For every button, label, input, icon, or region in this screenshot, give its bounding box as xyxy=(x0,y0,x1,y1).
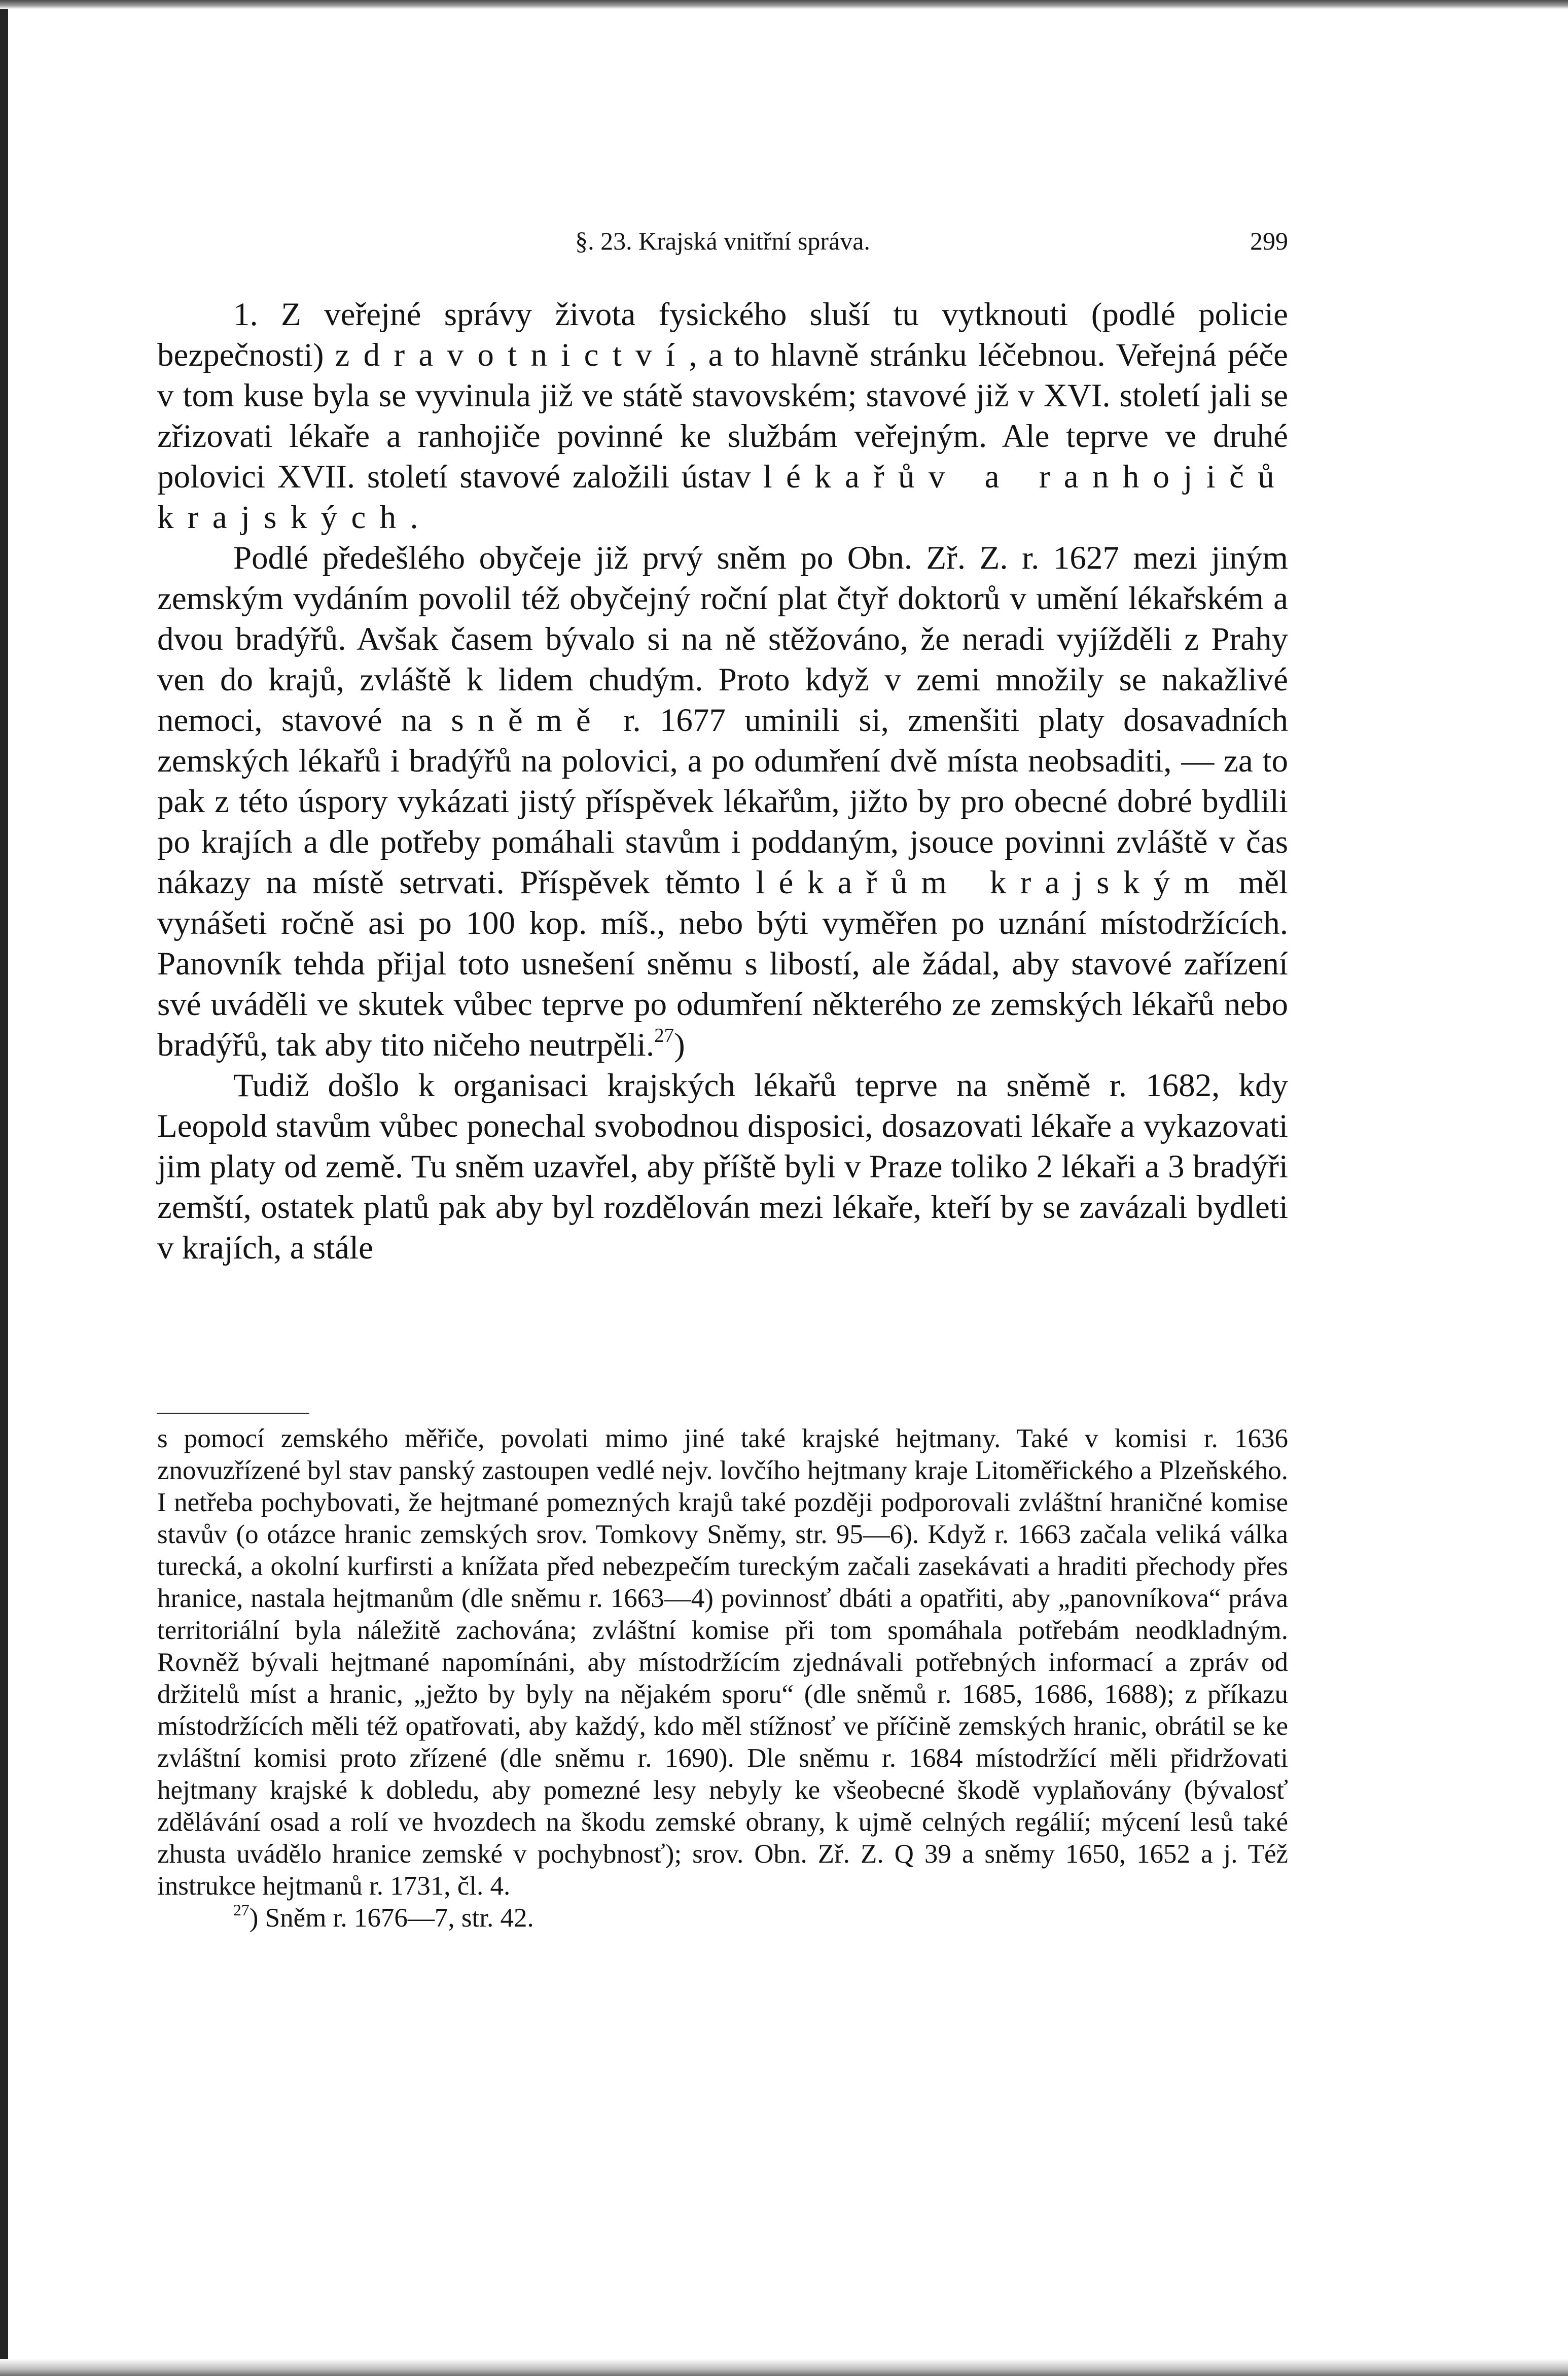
main-text xyxy=(157,294,1288,1268)
running-head xyxy=(157,223,1288,259)
footnote-reference-27: 27 xyxy=(654,1024,674,1046)
footnote-27-text: ) Sněm r. 1676—7, str. 42. xyxy=(249,1903,534,1933)
paragraph-2-part-c: měl vynášeti ročně asi po 100 kop. míš., nebo býti vyměřen po uznání místodržících. Panovník tehda přijal toto usnešení sněmu s libostí, ale žádal, aby stavové zařízení své uváděli ve skutek vůbec teprve po odumření některého ze zemských lékařů nebo bradýřů, tak aby tito ničeho neutrpěli. xyxy=(157,864,1289,1063)
footnote-27 xyxy=(157,1902,1288,1934)
scan-left-edge xyxy=(0,0,8,2376)
paragraph-3: Tudiž došlo k organisaci krajských lékařů teprve na sněmě r. 1682, kdy Leopold stavům vůbec ponechal svobodnou disposici, dosazovati lékaře a vykazovati jim platy od země. Tu sněm uzavřel, aby příště byli v Praze toliko 2 lékaři a 3 bradýři zemští, ostatek platů pak aby byl rozdělován mezi lékaře, kteří by se zavázali bydleti v krajích, a stále xyxy=(157,1067,1288,1266)
spaced-term-zdravotnictvi: zdravotnictví xyxy=(335,337,689,373)
running-title: §. 23. Krajská vnitřní správa. xyxy=(575,227,870,255)
spaced-term-snem: sněmě xyxy=(451,702,604,739)
footnotes xyxy=(157,1423,1288,1934)
footnote-continued: s pomocí zemského měřiče, povolati mimo jiné také krajské hejtmany. Také v komisi r. 1636 znovuzřízené byl stav panský zastoupen vedlé nejv. lovčího hejtmany kraje Litoměřického a Plzeňského. I netřeba pochybovati, že hejtmané pomezných krajů také později podporovali zvláštní hraničné komise stavův (o otázce hranic zemských srov. Tomkovy Sněmy, str. 95—6). Když r. 1663 začala veliká válka turecká, a okolní kurfirsti a knížata před nebezpečím tureckým začali zasekávati a hraditi přechody přes hranice, nastala hejtmanům (dle sněmu r. 1663—4) povinnosť dbáti a opatřiti, aby „panovníkova“ práva territoriální byla náležitě zachována; zvláštní komise při tom spomáhala potřebám neodkladným. Rovněž bývali hejtmané napomínáni, aby místodržícím zjednávali potřebných informací a zpráv od držitelů míst a hranic, „ježto by byly na nějakém sporu“ (dle sněmů r. 1685, 1686, 1688); z příkazu místodržících měli též opatřovati, aby každý, kdo měl stížnosť ve příčině zemských hranic, obrátil se ke zvláštní komisi proto zřízené (dle sněmu r. 1690). Dle sněmu r. 1684 místodržící měli přidržovati hejtmany krajské k dobledu, aby pomezné lesy nebyly ke všeobecné škodě vyplaňovány (bývalosť zdělávání osad a rolí ve hvozdech na škodu zemské obrany, k ujmě celných regálií; mýcení lesů také zhusta uvádělo hranice zemské v pochybnosť); srov. Obn. Zř. Z. Q 39 a sněmy 1650, 1652 a j. Též instrukce hejtmanů r. 1731, čl. 4. xyxy=(157,1424,1288,1901)
spaced-term-lekaruv-a-ranhojicu: lékařův a ranhojičů krajských xyxy=(157,459,1288,536)
spaced-term-lekarum-krajskym: lékařům krajským xyxy=(756,864,1224,901)
paragraph-1 xyxy=(157,294,1288,538)
paragraph-1-part-c: . xyxy=(410,499,418,536)
scan-top-edge xyxy=(0,0,1568,9)
page-number: 299 xyxy=(1250,227,1288,255)
scan-bottom-edge xyxy=(0,2359,1568,2376)
paragraph-2 xyxy=(157,538,1288,1065)
paragraph-1-part-a: 1. Z veřejné správy života fysického sluší tu vytknouti (podlé policie bezpečnosti) xyxy=(157,296,1288,373)
footnote-reference-close: ) xyxy=(674,1027,685,1063)
footnote-divider xyxy=(157,1413,309,1414)
paragraph-2-part-b: r. 1677 uminili si, zmenšiti platy dosavadních zemských lékařů i bradýřů na polovici, a po odumření dvě místa neobsaditi, — za to pak z této úspory vykázati jistý příspěvek lékařům, jižto by pro obecné dobré bydlili po krajích a dle potřeby pomáhali stavům i poddaným, jsouce povinni zvláště v čas nákazy na místě setrvati. Příspěvek těmto xyxy=(157,702,1288,901)
paragraph-2-part-a: Podlé předešlého obyčeje již prvý sněm po Obn. Zř. Z. r. 1627 mezi jiným zemským vydáním povolil též obyčejný roční plat čtyř doktorů v umění lékařském a dvou bradýřů. Avšak časem bývalo si na ně stěžováno, že neradi vyjížděli z Prahy ven do krajů, zvláště k lidem chudým. Proto když v zemi množily se nakažlivé nemoci, stavové na xyxy=(157,540,1288,739)
paragraph-1-part-b: , a to hlavně stránku léčebnou. Veřejná péče v tom kuse byla se vyvinula již ve státě stavovském; stavové již v XVI. století jali se zřizovati lékaře a ranhojiče povinné ke službám veřejným. Ale teprve ve druhé polovici XVII. století stavové založili ústav xyxy=(157,337,1289,495)
footnote-27-marker: 27 xyxy=(233,1901,250,1919)
